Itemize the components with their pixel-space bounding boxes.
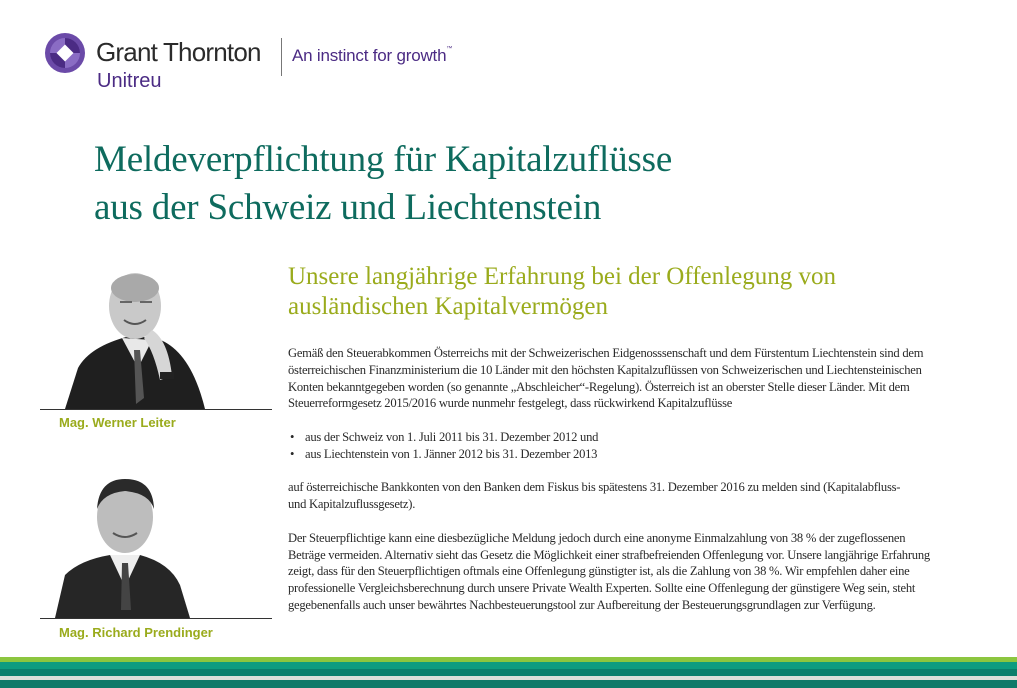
text-line: auf österreichische Bankkonten von den Banken dem Fiskus bis spätestens 31. Dezember 2016 zu melden sind (Kapitalabfluss-	[288, 480, 901, 495]
heading-line: Unsere langjährige Erfahrung bei der Offenlegung von	[288, 263, 836, 290]
list-item: • aus der Schweiz von 1. Juli 2011 bis 31. Dezember 2012 und	[288, 429, 930, 446]
text-line: Der Steuerpflichtige kann eine diesbezügliche Meldung jedoch durch eine anonyme Einmalzahlung von 38 % der zugeflossenen	[288, 530, 906, 545]
trademark: ™	[446, 46, 453, 52]
text-line: österreichischen Finanzministerium die 10 Länder mit den höchsten Kapitalzuflüssen von Schweizerischen und Liechtensteinischen	[288, 362, 922, 377]
grant-thornton-logo-icon	[44, 32, 86, 74]
page-title	[94, 136, 672, 232]
text-line: Beträge vermeiden. Alternativ sieht das Gesetz die Möglichkeit einer strafbefreienden Offenlegung vor. Unsere langjährige Erfahrung	[288, 547, 930, 562]
footer-stripes	[0, 657, 1017, 688]
section-heading	[288, 262, 836, 322]
paragraph	[288, 345, 930, 412]
logo-divider	[281, 38, 282, 76]
divider	[40, 409, 272, 410]
title-line: Meldeverpflichtung für Kapitalzuflüsse	[94, 139, 673, 180]
heading-line: ausländischen Kapitalvermögen	[288, 293, 609, 320]
portrait-werner-leiter	[60, 268, 210, 409]
brand-name: Grant Thornton	[96, 37, 261, 67]
text-line: und Kapitalzuflussgesetz).	[288, 497, 416, 512]
article-body	[288, 345, 930, 631]
person-name: Mag. Werner Leiter	[59, 415, 176, 430]
list-item: • aus Liechtenstein von 1. Jänner 2012 bis 31. Dezember 2013	[288, 446, 930, 463]
person-name: Mag. Richard Prendinger	[59, 625, 213, 640]
bullet-list	[288, 429, 930, 463]
portrait-richard-prendinger	[55, 475, 195, 618]
text-line: Steuerreformgesetz 2015/2016 wurde nunmehr festgelegt, dass rückwirkend Kapitalzuflüsse	[288, 396, 733, 411]
paragraph	[288, 530, 930, 614]
sub-brand: Unitreu	[97, 70, 162, 92]
logo	[44, 32, 86, 74]
text-line: zeigt, dass für den Steuerpflichtigen oftmals eine Offenlegung günstigter ist, als die Zahlung von 38 %. Wir empfehlen daher eine	[288, 564, 910, 579]
text-line: Gemäß den Steuerabkommen Österreichs mit der Schweizerischen Eidgenosssenschaft und dem Fürstentum Liechtenstein sind dem	[288, 346, 924, 360]
text-line: Konten bekanntgegeben worden (so genannte „Abschleicher“-Regelung). Österreich ist an oberster Stelle dieser Länder. Mit dem	[288, 379, 910, 394]
title-line: aus der Schweiz und Liechtenstein	[94, 187, 602, 228]
text-line: professionelle Vergleichsberechnung durch unsere Private Wealth Experten. Sollte eine Offenlegung der günstigere Weg sein, steht	[288, 581, 916, 596]
paragraph	[288, 479, 930, 513]
divider	[40, 618, 272, 619]
tagline-text: An instinct for growth	[292, 46, 447, 65]
text-line: gegebenenfalls auch unser bewährtes Nachbesteuerungstool zur Aufbereitung der Besteuerungsgrundlagen zur Verfügung.	[288, 597, 876, 612]
tagline	[292, 46, 452, 66]
